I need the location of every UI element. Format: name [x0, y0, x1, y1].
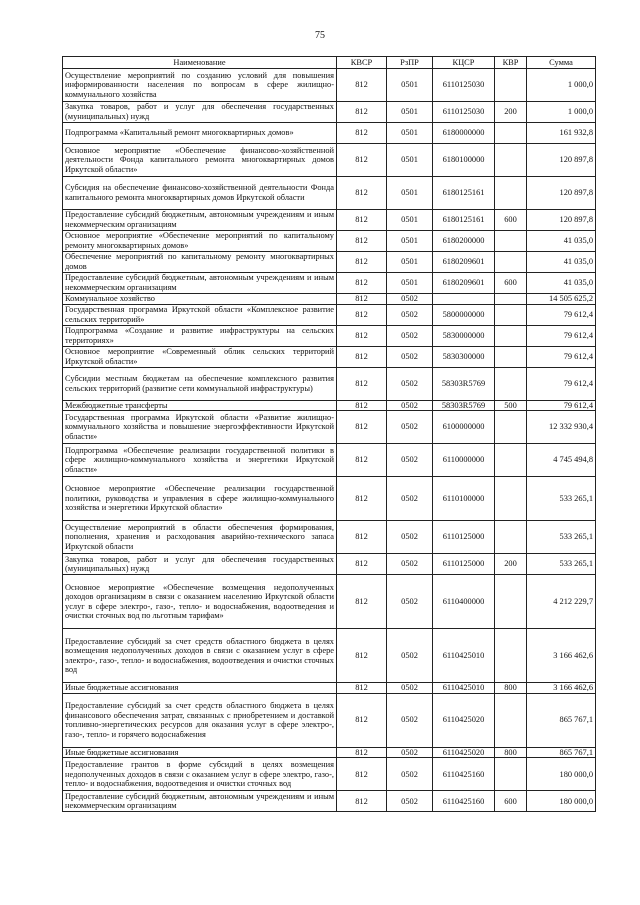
cell-rzpr: 0502 [387, 477, 433, 521]
table-row [63, 791, 596, 812]
cell-rzpr: 0502 [387, 400, 433, 411]
cell-kvsr: 812 [337, 554, 387, 575]
table-row [63, 411, 596, 444]
table-row [63, 521, 596, 554]
table-row [63, 325, 596, 346]
cell-sum: 41 035,0 [527, 231, 596, 252]
cell-kcsr: 6100000000 [433, 411, 495, 444]
cell-rzpr: 0502 [387, 575, 433, 629]
cell-rzpr: 0501 [387, 102, 433, 123]
cell-name: Предоставление субсидий за счет средств областного бюджета в целях возмещения недополученных доходов в связи с оказанием услуг в сфере электро-, газо-, тепло- и водоснабжения, водоотведения и очистки сточных вод [63, 629, 337, 683]
column-header-kcsr: КЦСР [433, 57, 495, 69]
cell-name: Осуществление мероприятий по созданию условий для повышения информированности населения по вопросам в сфере жилищно-коммунального хозяйства [63, 69, 337, 102]
cell-sum: 120 897,8 [527, 144, 596, 177]
table-row [63, 554, 596, 575]
cell-kvr [495, 521, 527, 554]
cell-kvsr: 812 [337, 477, 387, 521]
cell-name: Иные бюджетные ассигнования [63, 683, 337, 694]
cell-name: Предоставление субсидий за счет средств областного бюджета в целях финансового обеспечения затрат, связанных с приобретением и доставкой топливно-энергетических ресурсов для оказания услуг в сфере электро-, газо-, тепло- и горячего водоснабжения [63, 693, 337, 747]
cell-kvr [495, 411, 527, 444]
cell-name: Предоставление субсидий бюджетным, автономным учреждениям и иным некоммерческим организациям [63, 210, 337, 231]
cell-sum: 180 000,0 [527, 791, 596, 812]
cell-sum: 533 265,1 [527, 521, 596, 554]
cell-kvsr: 812 [337, 575, 387, 629]
cell-kcsr: 6110425160 [433, 758, 495, 791]
cell-sum: 14 505 625,2 [527, 294, 596, 305]
cell-kvr [495, 575, 527, 629]
table-header-row [63, 57, 596, 69]
column-header-kvr: КВР [495, 57, 527, 69]
table-row [63, 400, 596, 411]
cell-kcsr: 6110425010 [433, 629, 495, 683]
table-row [63, 273, 596, 294]
cell-rzpr: 0502 [387, 747, 433, 758]
cell-kvr: 500 [495, 400, 527, 411]
cell-rzpr: 0501 [387, 69, 433, 102]
cell-kvsr: 812 [337, 521, 387, 554]
table-row [63, 683, 596, 694]
cell-kvsr: 812 [337, 252, 387, 273]
column-header-sum: Сумма [527, 57, 596, 69]
cell-sum: 79 612,4 [527, 367, 596, 400]
cell-rzpr: 0501 [387, 177, 433, 210]
cell-kvr [495, 304, 527, 325]
cell-kcsr: 6180209601 [433, 252, 495, 273]
cell-kcsr: 6180209601 [433, 273, 495, 294]
cell-kvsr: 812 [337, 177, 387, 210]
cell-sum: 12 332 930,4 [527, 411, 596, 444]
cell-sum: 161 932,8 [527, 123, 596, 144]
cell-rzpr: 0502 [387, 521, 433, 554]
cell-rzpr: 0502 [387, 444, 433, 477]
cell-name: Основное мероприятие «Обеспечение реализации государственной политики, руководства и управления в сфере жилищно-коммунального хозяйства и энергетики Иркутской области» [63, 477, 337, 521]
cell-kvsr: 812 [337, 346, 387, 367]
cell-kcsr: 6180000000 [433, 123, 495, 144]
cell-rzpr: 0502 [387, 294, 433, 305]
cell-kcsr: 6110125000 [433, 554, 495, 575]
cell-rzpr: 0501 [387, 123, 433, 144]
cell-name: Основное мероприятие «Современный облик сельских территорий Иркутской области» [63, 346, 337, 367]
cell-sum: 79 612,4 [527, 400, 596, 411]
cell-kvsr: 812 [337, 210, 387, 231]
cell-kvsr: 812 [337, 683, 387, 694]
cell-kcsr: 6110000000 [433, 444, 495, 477]
table-row [63, 758, 596, 791]
cell-name: Коммунальное хозяйство [63, 294, 337, 305]
cell-kvr: 600 [495, 210, 527, 231]
table-row [63, 629, 596, 683]
table-row [63, 231, 596, 252]
table-row [63, 210, 596, 231]
table-row [63, 294, 596, 305]
table-row [63, 69, 596, 102]
cell-kvr [495, 758, 527, 791]
column-header-kvsr: КВСР [337, 57, 387, 69]
cell-kvsr: 812 [337, 144, 387, 177]
cell-sum: 4 212 229,7 [527, 575, 596, 629]
cell-kvsr: 812 [337, 400, 387, 411]
cell-kcsr: 6110100000 [433, 477, 495, 521]
cell-kvr [495, 177, 527, 210]
cell-sum: 533 265,1 [527, 477, 596, 521]
cell-sum: 3 166 462,6 [527, 683, 596, 694]
page-number: 75 [315, 30, 325, 41]
cell-kcsr: 6110125000 [433, 521, 495, 554]
cell-name: Закупка товаров, работ и услуг для обеспечения государственных (муниципальных) нужд [63, 554, 337, 575]
cell-sum: 865 767,1 [527, 747, 596, 758]
cell-kcsr: 6110425020 [433, 747, 495, 758]
cell-rzpr: 0502 [387, 629, 433, 683]
cell-rzpr: 0501 [387, 210, 433, 231]
cell-kcsr: 6110400000 [433, 575, 495, 629]
cell-kcsr: 6110425010 [433, 683, 495, 694]
cell-kcsr: 6180125161 [433, 177, 495, 210]
cell-kvsr: 812 [337, 758, 387, 791]
cell-kvr: 200 [495, 554, 527, 575]
cell-sum: 3 166 462,6 [527, 629, 596, 683]
cell-kvr [495, 123, 527, 144]
cell-kcsr: 5800000000 [433, 304, 495, 325]
cell-name: Основное мероприятие «Обеспечение возмещения недополученных доходов организациям в связи с оказанием населению Иркутской области услуг в сфере электро-, газо-, тепло- и водоснабжения, водоотведения и очистки сточных вод по льготным тарифам» [63, 575, 337, 629]
cell-kvr [495, 444, 527, 477]
table-row [63, 252, 596, 273]
cell-kvr: 800 [495, 747, 527, 758]
cell-sum: 1 000,0 [527, 69, 596, 102]
cell-sum: 41 035,0 [527, 273, 596, 294]
cell-sum: 865 767,1 [527, 693, 596, 747]
cell-sum: 120 897,8 [527, 177, 596, 210]
cell-kvr [495, 346, 527, 367]
cell-kvsr: 812 [337, 444, 387, 477]
table-body [63, 69, 596, 812]
table-row [63, 477, 596, 521]
cell-kcsr: 5830000000 [433, 325, 495, 346]
cell-kcsr: 6110425020 [433, 693, 495, 747]
cell-rzpr: 0502 [387, 693, 433, 747]
table-row [63, 693, 596, 747]
cell-name: Обеспечение мероприятий по капитальному ремонту многоквартирных домов [63, 252, 337, 273]
cell-name: Государственная программа Иркутской области «Комплексное развитие сельских территорий» [63, 304, 337, 325]
cell-rzpr: 0502 [387, 411, 433, 444]
cell-name: Осуществление мероприятий в области обеспечения формирования, пополнения, хранения и расходования аварийно-технического запаса Иркутской области [63, 521, 337, 554]
cell-kvr [495, 693, 527, 747]
cell-kcsr: 5830300000 [433, 346, 495, 367]
cell-kvr [495, 252, 527, 273]
cell-kvr [495, 629, 527, 683]
table-row [63, 304, 596, 325]
table-row [63, 444, 596, 477]
cell-sum: 1 000,0 [527, 102, 596, 123]
cell-kvr [495, 367, 527, 400]
cell-kvsr: 812 [337, 102, 387, 123]
cell-name: Закупка товаров, работ и услуг для обеспечения государственных (муниципальных) нужд [63, 102, 337, 123]
cell-kvr [495, 325, 527, 346]
cell-kcsr [433, 294, 495, 305]
cell-kvr: 200 [495, 102, 527, 123]
cell-kvsr: 812 [337, 747, 387, 758]
cell-kvr [495, 231, 527, 252]
cell-kvr [495, 477, 527, 521]
cell-kcsr: 6180200000 [433, 231, 495, 252]
table-row [63, 177, 596, 210]
cell-rzpr: 0502 [387, 346, 433, 367]
cell-kvsr: 812 [337, 325, 387, 346]
cell-rzpr: 0502 [387, 325, 433, 346]
table-row [63, 367, 596, 400]
cell-kcsr: 58303R5769 [433, 367, 495, 400]
cell-name: Предоставление субсидий бюджетным, автономным учреждениям и иным некоммерческим организациям [63, 791, 337, 812]
cell-name: Иные бюджетные ассигнования [63, 747, 337, 758]
cell-kvsr: 812 [337, 69, 387, 102]
cell-kvr [495, 294, 527, 305]
cell-sum: 79 612,4 [527, 325, 596, 346]
cell-sum: 79 612,4 [527, 346, 596, 367]
cell-rzpr: 0502 [387, 554, 433, 575]
cell-name: Предоставление грантов в форме субсидий в целях возмещения недополученных доходов в связи с оказанием услуг в сфере электро, газо-, тепло- и водоснабжения, водоотведения и очистки сточных вод [63, 758, 337, 791]
cell-name: Подпрограмма «Капитальный ремонт многоквартирных домов» [63, 123, 337, 144]
cell-kcsr: 58303R5769 [433, 400, 495, 411]
cell-kvr [495, 69, 527, 102]
cell-kcsr: 6110125030 [433, 69, 495, 102]
budget-table [62, 56, 596, 812]
column-header-name: Наименование [63, 57, 337, 69]
table-row [63, 346, 596, 367]
cell-sum: 41 035,0 [527, 252, 596, 273]
cell-kcsr: 6110125030 [433, 102, 495, 123]
cell-kvsr: 812 [337, 304, 387, 325]
cell-kvsr: 812 [337, 294, 387, 305]
cell-kvsr: 812 [337, 123, 387, 144]
cell-kcsr: 6110425160 [433, 791, 495, 812]
table-row [63, 123, 596, 144]
cell-name: Основное мероприятие «Обеспечение мероприятий по капитальному ремонту многоквартирных домов» [63, 231, 337, 252]
cell-rzpr: 0502 [387, 367, 433, 400]
cell-rzpr: 0501 [387, 273, 433, 294]
cell-kvr [495, 144, 527, 177]
cell-kvr: 800 [495, 683, 527, 694]
cell-sum: 4 745 494,8 [527, 444, 596, 477]
cell-kvsr: 812 [337, 693, 387, 747]
cell-name: Подпрограмма «Обеспечение реализации государственной политики в сфере жилищно-коммунального хозяйства и энергетики Иркутской области» [63, 444, 337, 477]
cell-name: Предоставление субсидий бюджетным, автономным учреждениям и иным некоммерческим организациям [63, 273, 337, 294]
cell-name: Межбюджетные трансферты [63, 400, 337, 411]
cell-sum: 533 265,1 [527, 554, 596, 575]
cell-kvr: 600 [495, 273, 527, 294]
cell-sum: 79 612,4 [527, 304, 596, 325]
cell-rzpr: 0502 [387, 758, 433, 791]
cell-kvsr: 812 [337, 791, 387, 812]
cell-name: Государственная программа Иркутской области «Развитие жилищно-коммунального хозяйства и повышение энергоэффективности Иркутской области» [63, 411, 337, 444]
cell-kvsr: 812 [337, 273, 387, 294]
cell-rzpr: 0501 [387, 252, 433, 273]
cell-name: Субсидии местным бюджетам на обеспечение комплексного развития сельских территорий (развитие сети коммунальной инфраструктуры) [63, 367, 337, 400]
cell-kvsr: 812 [337, 367, 387, 400]
table-row [63, 102, 596, 123]
cell-rzpr: 0501 [387, 231, 433, 252]
cell-sum: 180 000,0 [527, 758, 596, 791]
cell-name: Подпрограмма «Создание и развитие инфраструктуры на сельских территориях» [63, 325, 337, 346]
cell-name: Субсидия на обеспечение финансово-хозяйственной деятельности Фонда капитального ремонта многоквартирных домов Иркутской области [63, 177, 337, 210]
cell-rzpr: 0502 [387, 683, 433, 694]
cell-rzpr: 0501 [387, 144, 433, 177]
cell-rzpr: 0502 [387, 791, 433, 812]
cell-kvsr: 812 [337, 231, 387, 252]
cell-name: Основное мероприятие «Обеспечение финансово-хозяйственной деятельности Фонда капитального ремонта многоквартирных домов Иркутской области» [63, 144, 337, 177]
cell-kvsr: 812 [337, 411, 387, 444]
column-header-rzpr: РзПР [387, 57, 433, 69]
table-row [63, 575, 596, 629]
cell-kvr: 600 [495, 791, 527, 812]
table-row [63, 144, 596, 177]
cell-rzpr: 0502 [387, 304, 433, 325]
table-row [63, 747, 596, 758]
cell-sum: 120 897,8 [527, 210, 596, 231]
cell-kvsr: 812 [337, 629, 387, 683]
cell-kcsr: 6180125161 [433, 210, 495, 231]
cell-kcsr: 6180100000 [433, 144, 495, 177]
